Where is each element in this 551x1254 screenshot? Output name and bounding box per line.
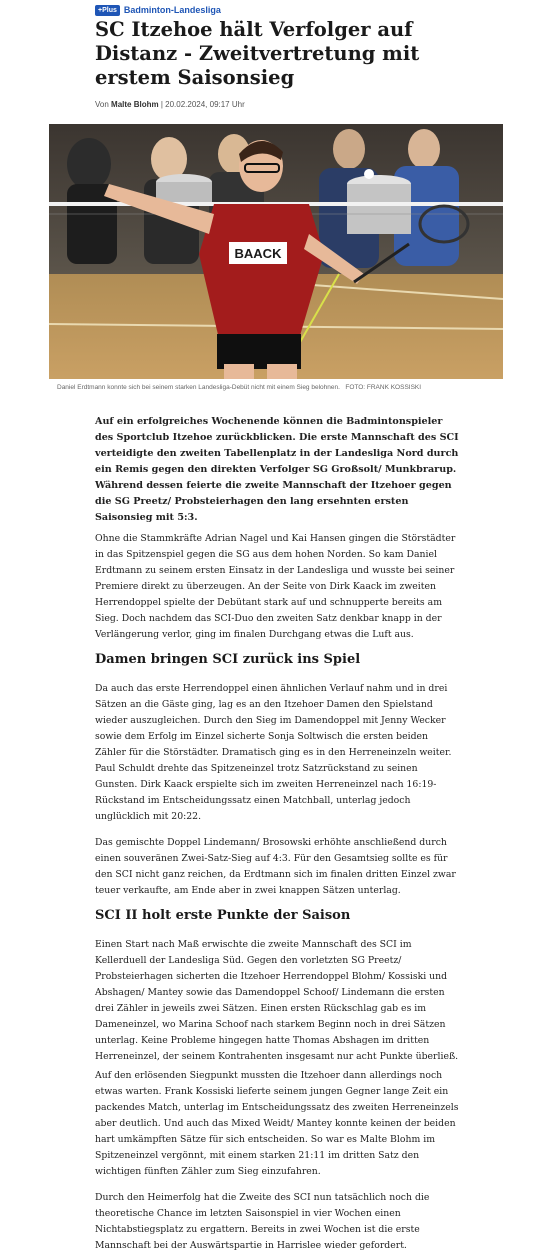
section-label[interactable]: Badminton-Landesliga <box>123 5 221 15</box>
paragraph: Einen Start nach Maß erwischte die zweite Mannschaft des SCI im Kellerduell der Landesliga Süd. Gegen den vorletzten SG Preetz/ Probsteierhagen sicherten die Itzehoer Herrendoppel Blohm/ Kossiski und Abshagen/ Mantey sowie das Damendoppel Schoof/ Lindemann die ersten drei Zähler in jeweils zwei Sätzen. Einen ersten Rückschlag gab es im Dameneinzel, wo Marina Schoof nach starkem Beginn noch in drei Sätzen unterlag. Keine Probleme hingegen hatte Thomas Abshagen im dritten Herreneinzel, der seinem Kontrahenten insgesamt nur acht Punkte überließ. <box>95 939 459 1062</box>
photo-caption <box>57 384 421 391</box>
photo-credit: FOTO: FRANK KOSSISKI <box>345 384 422 391</box>
subheading: Damen bringen SCI zurück ins Spiel <box>95 652 361 667</box>
caption-text: Daniel Erdtmann konnte sich bei seinem starken Landesliga-Debüt nicht mit einem Sieg belohnen. <box>57 384 340 391</box>
paragraph: Auf den erlösenden Siegpunkt mussten die Itzehoer dann allerdings noch etwas warten. Frank Kossiski lieferte seinem jungen Gegner lange Zeit ein packendes Match, unterlag im Entscheidungssatz des zweiten Herreneinzels aber deutlich. Und auch das Mixed Weidt/ Mantey konnte keinen der beiden hart umkämpften Sätze für sich entscheiden. So war es Malte Blohm im Spitzeneinzel vergönnt, mit einem starken 21:11 im dritten Satz den wichtigen fünften Zähler zum Sieg einzufahren. <box>95 1070 459 1177</box>
byline <box>95 100 245 109</box>
lead-paragraph: Auf ein erfolgreiches Wochenende können die Badmintonspieler des Sportclub Itzehoe zurückblicken. Die erste Mannschaft des SCI verteidigte den zweiten Tabellenplatz in der Landesliga Nord durch ein Remis gegen den direkten Verfolger SG Großsolt/ Munkbrarup. Während dessen feierte die zweite Mannschaft der Itzehoer gegen die SG Preetz/ Probsteierhagen den lang ersehnten ersten Saisonsieg mit 5:3. <box>95 416 459 523</box>
badminton-player-image <box>49 124 503 379</box>
subheading: SCI II holt erste Punkte der Saison <box>95 908 351 923</box>
shirt-logo: BAACK <box>234 246 282 261</box>
paragraph: Da auch das erste Herrendoppel einen ähnlichen Verlauf nahm und in drei Sätzen an die Gäste ging, lag es an den Itzehoer Damen den Spielstand wieder auszugleichen. Durch den Sieg im Damendoppel mit Jenny Wecker sowie dem Erfolg im Einzel sicherte Sonja Soltwisch die ersten beiden Zähler für die Störstädter. Dramatisch ging es in den Herreneinzeln weiter. Paul Schuldt drehte das Spitzeneinzel trotz Satzrückstand zu seinen Gunsten. Dirk Kaack erspielte sich im zweiten Herreneinzel nach 16:19-Rückstand im Entscheidungssatz einen Matchball, unterlag jedoch unglücklich mit 20:22. <box>95 683 452 822</box>
headline: SC Itzehoe hält Verfolger auf Distanz - Zweitvertretung mit erstem Saisonsieg <box>95 18 420 89</box>
paragraph: Das gemischte Doppel Lindemann/ Brosowski erhöhte anschließend durch einen souveränen Zwei-Satz-Sieg auf 4:3. Für den Gesamtsieg sollte es für den SCI nicht ganz reichen, da Erdtmann sich im finalen dritten Einzel zwar teuer verkaufte, am Ende aber in zwei knappen Sätzen unterlag. <box>95 837 456 896</box>
publish-date: | 20.02.2024, 09:17 Uhr <box>160 100 245 109</box>
article-body <box>95 414 460 1254</box>
byline-prefix: Von <box>95 100 109 109</box>
plus-badge: +Plus <box>95 5 120 16</box>
paragraph: Durch den Heimerfolg hat die Zweite des SCI nun tatsächlich noch die theoretische Chance im letzten Saisonspiel in vier Wochen einen Nichtabstiegsplatz zu ergattern. Bereits in zwei Wochen ist die erste Mannschaft bei der Auswärtspartie in Harrislee wieder gefordert. <box>95 1192 430 1251</box>
author-name[interactable]: Malte Blohm <box>111 100 159 109</box>
paragraph: Ohne die Stammkräfte Adrian Nagel und Kai Hansen gingen die Störstädter in das Spitzenspiel gegen die SG aus dem hohen Norden. So kam Daniel Erdtmann zu seinem ersten Einsatz in der Landesliga und wusste bei seiner Premiere direkt zu überzeugen. An der Seite von Dirk Kaack im zweiten Herrendoppel spielte der Debütant stark auf und schnupperte bereits am Sieg. Doch nachdem das SCI-Duo den zweiten Satz denkbar knapp in der Verlängerung verlor, ging im finalen Durchgang etwas die Luft aus. <box>95 533 456 640</box>
kicker <box>95 4 221 16</box>
article-photo[interactable] <box>49 124 503 379</box>
